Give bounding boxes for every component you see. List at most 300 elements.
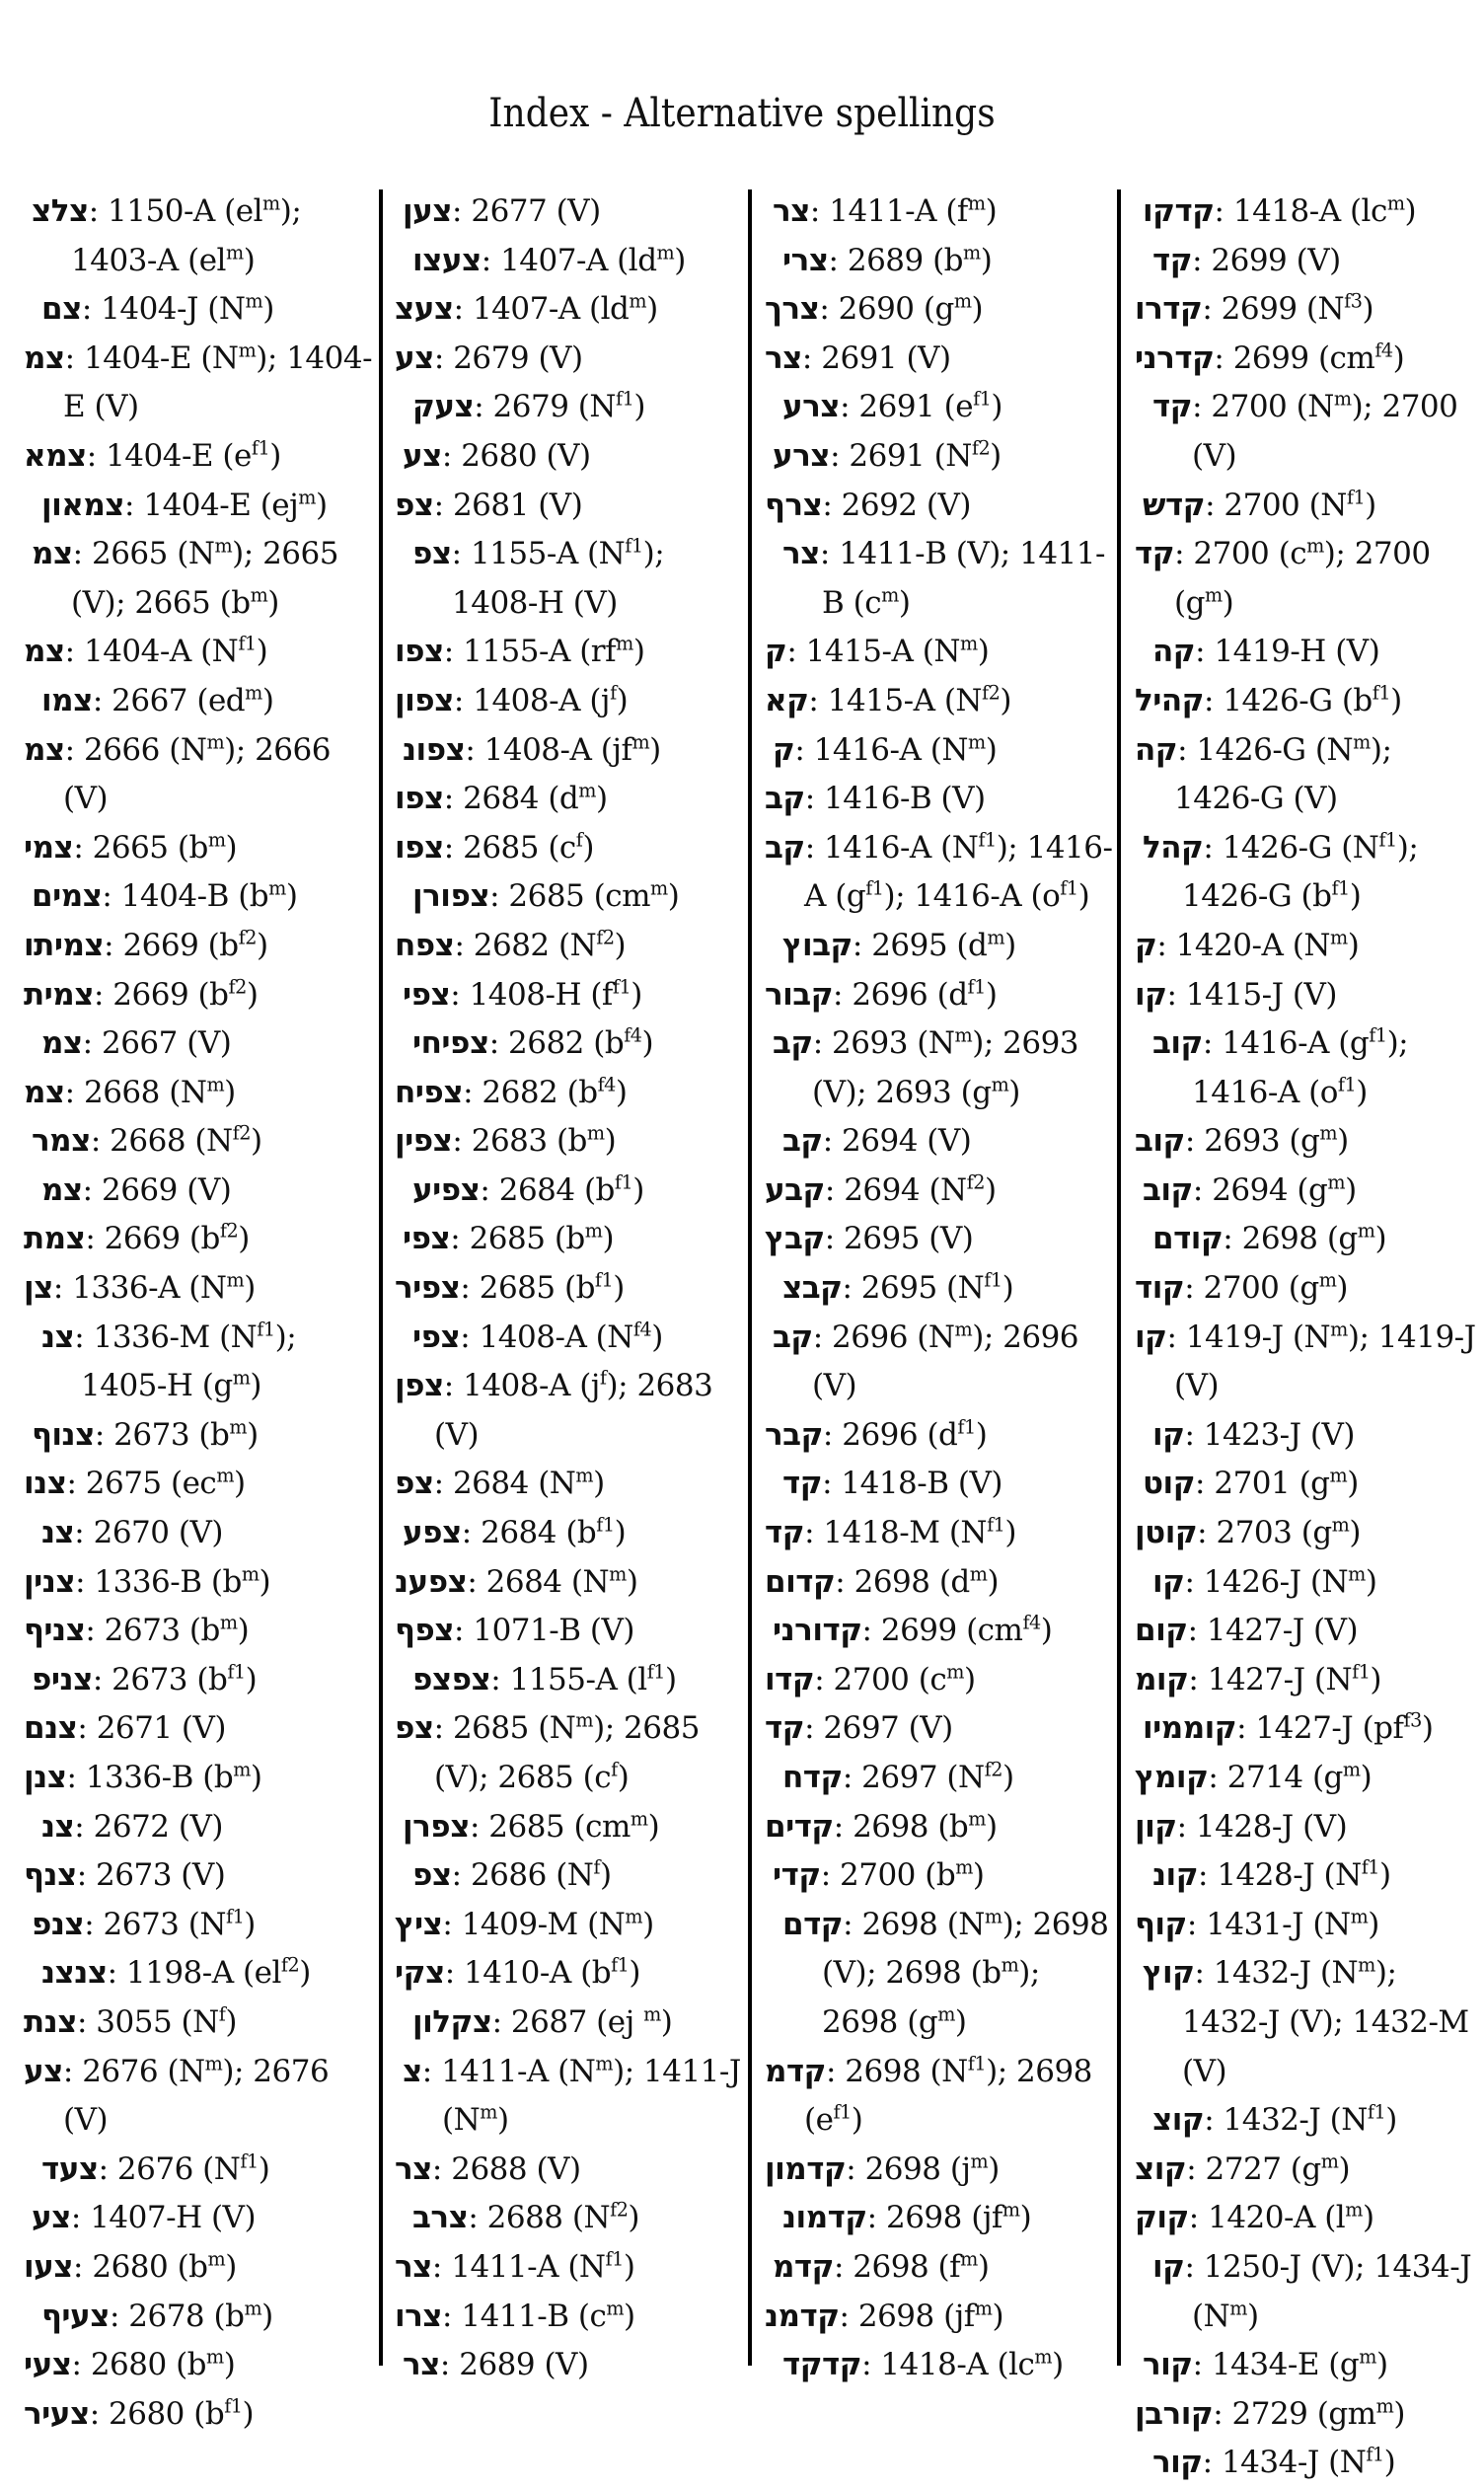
index-entry: קורבן: 2729 $(gm^m)$ <box>1135 2394 1405 2432</box>
index-entry: צמ: 2665 $(N^m)$; 2665 (V); 2665 $(b^m)$ <box>32 534 338 621</box>
index-entry: צע: 2680 (V) <box>403 437 591 474</box>
hebrew-word: קהל <box>1143 829 1204 866</box>
entry-reference: 1150-A $(el^m)$; <box>108 191 302 229</box>
hebrew-word: צפיר <box>395 1270 461 1307</box>
entry-reference: 2696 $(d^{f1})$ <box>842 1415 988 1453</box>
entry-reference: 1336-M $(N^{f1})$; <box>93 1318 297 1355</box>
entry-reference: 2698 (V); <box>822 1906 1109 1992</box>
hebrew-word: קדש <box>1143 487 1206 523</box>
hebrew-word: צפ <box>412 1857 452 1894</box>
index-entry: קו: 1415-J (V) <box>1135 976 1338 1013</box>
hebrew-word: צמ <box>41 1171 83 1208</box>
entry-reference: 1404-A $(N^{f1})$ <box>83 632 268 670</box>
entry-reference: 1419-H (V) <box>1214 634 1380 670</box>
entry-reference: 2690 $(g^m)$ <box>838 289 984 328</box>
hebrew-word: צפורן <box>412 878 490 915</box>
hebrew-word: קא <box>765 682 809 718</box>
entry-reference: 1408-A $(j^f)$ <box>473 681 629 718</box>
index-entry: קדמ: 2698 $(f^m)$ <box>773 2247 990 2285</box>
entry-reference: 2685 $(c^f)$ <box>497 1758 630 1795</box>
hebrew-word: קו <box>1152 2248 1185 2285</box>
index-entry: קבוץ: 2695 $(d^m)$ <box>782 926 1016 963</box>
entry-reference: 2695 (V) <box>844 1221 974 1257</box>
index-entry: צר: 2691 (V) <box>765 339 951 376</box>
index-entry: צמ: 2669 (V) <box>41 1171 232 1208</box>
index-entry: צפע: 2684 $(b^{f1})$ <box>403 1513 627 1551</box>
index-entry: קו: 1419-J $(N^m)$; 1419-J (V) <box>1135 1318 1476 1404</box>
hebrew-word: צמיתו <box>24 927 105 963</box>
index-entry: קבע: 2694 $(N^{f2})$ <box>765 1170 997 1208</box>
index-entry: קדום: 2698 $(d^m)$ <box>765 1562 1000 1600</box>
entry-reference: 2695 $(N^{f1})$ <box>860 1268 1014 1307</box>
entry-reference: 2683 (V) <box>434 1368 713 1453</box>
hebrew-word: קדקו <box>1143 193 1215 229</box>
hebrew-word: צמו <box>41 682 93 718</box>
index-entry: קב: 2694 (V) <box>782 1123 972 1160</box>
hebrew-word: קה <box>1152 634 1196 670</box>
page-title: Index - Alternative spellings <box>488 91 996 136</box>
entry-reference: 2694 (V) <box>842 1123 972 1160</box>
entry-reference: 1432-J $(N^m)$; <box>1213 1953 1397 1992</box>
entry-reference: 3055 $(N^f)$ <box>96 2002 237 2040</box>
index-entry: צקי: 1410-A $(b^{f1})$ <box>395 1953 640 1992</box>
entry-reference: 2700 $(N^m)$; <box>1211 387 1382 425</box>
hebrew-word: צפח <box>395 927 455 963</box>
hebrew-word: צנוף <box>32 1416 95 1453</box>
hebrew-word: קבצ <box>782 1270 843 1307</box>
entry-reference: 1416-A $(N^{f1})$; <box>824 828 1027 866</box>
hebrew-word: צפי <box>403 976 451 1013</box>
hebrew-word: צר <box>765 339 802 376</box>
hebrew-word: צמא <box>24 437 87 474</box>
index-entry: קה: 1419-H (V) <box>1152 634 1380 670</box>
index-entry: צרף: 2692 (V) <box>765 487 971 523</box>
hebrew-word: קב <box>765 829 805 866</box>
entry-reference: 2697 $(N^{f2})$ <box>861 1758 1014 1795</box>
index-entry: קדמנ: 2698 $(jf^m)$ <box>765 2297 1004 2334</box>
entry-reference: 1415-A $(N^{f2})$ <box>827 681 1011 718</box>
entry-reference: 2698 $(jf^m)$ <box>885 2198 1032 2236</box>
hebrew-word: קו <box>1135 1319 1167 1355</box>
entry-reference: 1432-M (V) <box>1182 2003 1469 2089</box>
hebrew-word: צרף <box>765 487 823 523</box>
entry-reference: 2685 $(b^{f1})$ <box>479 1268 625 1307</box>
index-entry: צניפ: 2673 $(b^{f1})$ <box>32 1660 258 1697</box>
entry-reference: 2666 $(N^m)$; <box>83 730 256 768</box>
index-entry: צפ: 2686 $(N^f)$ <box>412 1855 612 1894</box>
index-entry: צרי: 2689 $(b^m)$ <box>782 241 993 278</box>
entry-reference: 1426-G $(b^{f1})$ <box>1182 876 1362 915</box>
hebrew-word: צעיף <box>41 2298 110 2334</box>
entry-reference: 1411-A $(f^m)$ <box>829 191 998 229</box>
index-entry: צמי: 2665 $(b^m)$ <box>24 828 238 866</box>
index-entry: קד: 2700 $(N^m)$; 2700 (V) <box>1152 387 1458 474</box>
hebrew-word: צמ <box>24 731 65 768</box>
index-entry: צפף: 1071-B (V) <box>395 1613 634 1649</box>
hebrew-word: קוב <box>1143 1171 1193 1208</box>
index-entry: צפיר: 2685 $(b^{f1})$ <box>395 1268 625 1307</box>
entry-reference: 1419-J (V) <box>1174 1319 1476 1404</box>
hebrew-word: ציץ <box>395 1906 443 1942</box>
hebrew-word: ק <box>1135 927 1157 963</box>
index-entry: צפו: 2685 $(c^f)$ <box>395 828 595 866</box>
index-entry: קור: 1434-J $(N^{f1})$ <box>1152 2443 1396 2481</box>
entry-reference: 2665 $(b^m)$ <box>92 828 238 866</box>
hebrew-word: צען <box>403 193 453 229</box>
entry-reference: 1423-J (V) <box>1203 1416 1356 1453</box>
index-entry: צמ: 1404-E $(N^m)$; 1404-E (V) <box>24 339 373 425</box>
index-entry: קדם: 2698 $(N^m)$; 2698 (V); 2698 $(b^m)$; 2698 $(g^m)$ <box>782 1905 1109 2040</box>
hebrew-word: צעו <box>24 2248 74 2285</box>
index-entry: קו: 1250-J (V); 1434-J $(N^m)$ <box>1152 2248 1472 2334</box>
column-divider <box>379 189 383 2366</box>
entry-reference: 1336-B $(b^m)$ <box>85 1758 262 1795</box>
entry-reference: 2693 (V); <box>812 1025 1079 1110</box>
entry-reference: 1407-A $(ld^m)$ <box>472 289 658 328</box>
index-entry: צע: 1407-H (V) <box>32 2200 257 2236</box>
entry-reference: 2700 $(g^m)$ <box>1174 536 1431 621</box>
index-entry: צעק: 2679 $(N^{f1})$ <box>412 387 645 425</box>
entry-reference: 1408-A $(N^{f4})$ <box>479 1318 663 1355</box>
index-entry: קדורני: 2699 $(cm^{f4})$ <box>773 1611 1053 1649</box>
hebrew-word: צפי <box>412 1319 461 1355</box>
index-entry: צפענ: 2684 $(N^m)$ <box>395 1562 638 1600</box>
hebrew-word: קבוץ <box>782 927 853 963</box>
hebrew-word: קודם <box>1152 1221 1224 1257</box>
hebrew-word: צנצנ <box>41 1955 108 1992</box>
hebrew-word: קב <box>773 1025 813 1062</box>
hebrew-word: צע <box>32 2200 71 2236</box>
hebrew-word: צפ <box>395 1466 434 1502</box>
index-entry: צרע: 2691 $(N^{f2})$ <box>773 436 1002 474</box>
hebrew-word: צנ <box>41 1319 75 1355</box>
hebrew-word: קוב <box>1135 1123 1185 1160</box>
index-entry: צמים: 1404-B $(b^m)$ <box>32 876 298 915</box>
index-entry: צמ: 2667 (V) <box>41 1025 232 1062</box>
entry-reference: 1404-B $(b^m)$ <box>120 876 298 915</box>
index-entry: צמית: 2669 $(b^{f2})$ <box>24 974 259 1013</box>
hebrew-word: קוצ <box>1152 2102 1205 2139</box>
hebrew-word: קו <box>1152 1563 1185 1600</box>
entry-reference: 2697 (V) <box>823 1710 953 1747</box>
index-entry: צנ: 2670 (V) <box>41 1515 223 1551</box>
hebrew-word: צר <box>773 193 810 229</box>
entry-reference: 1426-G $(N^{f1})$; <box>1222 828 1419 866</box>
index-entry: צפ: 2681 (V) <box>395 487 583 523</box>
entry-reference: 1411-B $(c^m)$ <box>822 536 1105 621</box>
entry-reference: 2685 $(b^m)$ <box>469 1219 615 1257</box>
hebrew-word: צפי <box>403 1221 451 1257</box>
entry-reference: 1404-J $(N^m)$ <box>101 289 274 328</box>
entry-reference: 2696 (V) <box>812 1319 1079 1404</box>
entry-reference: 2700 $(b^m)$ <box>840 1855 985 1894</box>
entry-reference: 2665 (V); <box>71 536 338 621</box>
entry-reference: 1155-A $(rf^m)$ <box>463 632 645 670</box>
hebrew-word: צן <box>24 1270 53 1307</box>
entry-reference: 2676 (V) <box>63 2053 330 2139</box>
hebrew-word: קדמנ <box>765 2298 840 2334</box>
index-entry: צפיח: 2682 $(b^{f4})$ <box>395 1073 628 1110</box>
entry-reference: 2676 $(N^m)$; <box>82 2052 254 2089</box>
index-entry: צקלון: 2687 (ej $^m$) <box>412 2002 673 2040</box>
index-entry: קוב: 1416-A $(g^{f1})$; 1416-A $(o^{f1})$ <box>1152 1023 1409 1110</box>
hebrew-word: קד <box>1152 242 1193 278</box>
hebrew-word: צנ <box>41 1808 75 1845</box>
hebrew-word: צעד <box>41 2150 99 2187</box>
hebrew-word: צפיח <box>395 1074 464 1110</box>
entry-reference: 1416-A $(o^{f1})$ <box>914 876 1090 915</box>
index-entry: צמאון: 1404-E $(ej^m)$ <box>41 486 328 523</box>
entry-reference: 1428-J (V) <box>1195 1808 1348 1845</box>
entry-reference: 2669 $(b^{f2})$ <box>112 974 259 1013</box>
entry-reference: 2688 (V) <box>451 2150 581 2187</box>
hebrew-word: צפף <box>395 1613 455 1649</box>
index-entry: צנ: 1336-M $(N^{f1})$; 1405-H $(g^m)$ <box>41 1318 297 1404</box>
entry-reference: 2684 $(N^m)$ <box>485 1562 638 1600</box>
hebrew-word: צנן <box>24 1760 67 1795</box>
hebrew-word: צרע <box>782 389 841 425</box>
index-entry: קדמונ: 2698 $(jf^m)$ <box>782 2198 1032 2236</box>
entry-reference: 1428-J $(N^{f1})$ <box>1217 1855 1391 1894</box>
index-entry: קדרני: 2699 $(cm^{f4})$ <box>1135 339 1405 376</box>
entry-reference: 2699 $(N^{f3})$ <box>1221 289 1374 328</box>
index-entry: קוץ: 1432-J $(N^m)$; 1432-J (V); 1432-M (V) <box>1143 1953 1469 2089</box>
entry-reference: 1427-J (V) <box>1206 1613 1359 1649</box>
hebrew-word: צמ <box>32 536 73 572</box>
entry-reference: 1409-M $(N^m)$ <box>461 1905 654 1942</box>
entry-reference: 2700 $(c^m)$; <box>1193 534 1355 572</box>
entry-reference: 2687 (ej $^m$) <box>510 2002 673 2040</box>
entry-reference: 2684 $(d^m)$ <box>463 779 608 817</box>
entry-reference: 2667 (V) <box>101 1025 232 1062</box>
entry-reference: 2670 (V) <box>93 1515 223 1551</box>
hebrew-word: קד <box>1135 536 1175 572</box>
hebrew-word: קד <box>765 1515 805 1551</box>
entry-reference: 2684 $(N^m)$ <box>452 1464 605 1502</box>
entry-reference: 2667 $(ed^m)$ <box>111 681 274 718</box>
entry-reference: 2677 (V) <box>471 193 601 229</box>
entry-reference: 2673 $(b^m)$ <box>104 1611 250 1649</box>
index-entry: צען: 2677 (V) <box>403 193 601 229</box>
entry-reference: 1155-A $(l^{f1})$ <box>509 1660 677 1697</box>
index-entry: קומ: 1427-J $(N^{f1})$ <box>1135 1660 1382 1697</box>
hebrew-word: קון <box>1135 1808 1177 1845</box>
entry-reference: 2686 $(N^f)$ <box>470 1855 612 1894</box>
index-entry: קונ: 1428-J $(N^{f1})$ <box>1152 1855 1391 1894</box>
index-entry: קום: 1427-J (V) <box>1135 1613 1359 1649</box>
index-entry: קדקו: 1418-A $(lc^m)$ <box>1143 191 1417 229</box>
entry-reference: 1420-A $(N^m)$ <box>1175 926 1360 963</box>
entry-reference: 1427-J $(N^{f1})$ <box>1207 1660 1382 1697</box>
index-entry: קוצ: 2727 $(g^m)$ <box>1135 2149 1351 2187</box>
index-entry: קוף: 1431-J $(N^m)$ <box>1135 1905 1379 1942</box>
hebrew-word: צלצ <box>32 193 89 229</box>
entry-reference: 2698 $(N^m)$; <box>861 1905 1033 1942</box>
index-entry: קהל: 1426-G $(N^{f1})$; 1426-G $(b^{f1})$ <box>1143 828 1419 915</box>
index-column-4 <box>1135 188 1484 2488</box>
entry-reference: 2682 $(b^{f4})$ <box>508 1023 654 1062</box>
hebrew-word: קד <box>765 1710 805 1747</box>
index-entry: צעצו: 1407-A $(ld^m)$ <box>412 241 686 278</box>
index-entry: צפון: 1408-A $(j^f)$ <box>395 681 629 718</box>
hebrew-word: צנין <box>24 1563 76 1600</box>
entry-reference: 1426-G $(b^{f1})$ <box>1223 681 1402 718</box>
entry-reference: 1411-B (V); <box>839 536 1020 572</box>
entry-reference: 1408-A $(j^f)$; <box>463 1366 637 1404</box>
index-entry: קו: 1423-J (V) <box>1152 1416 1356 1453</box>
index-entry: צנצנ: 1198-A $(el^{f2})$ <box>41 1953 311 1992</box>
entry-reference: 2693 $(g^m)$ <box>875 1073 1020 1110</box>
hebrew-word: צע <box>403 437 442 474</box>
entry-reference: 2694 $(N^{f2})$ <box>844 1170 997 1208</box>
hebrew-word: צרי <box>782 242 829 278</box>
hebrew-word: קוק <box>1135 2200 1189 2236</box>
entry-reference: 2699 (V) <box>1211 242 1341 278</box>
hebrew-word: קדמון <box>765 2150 847 2187</box>
hebrew-word: צע <box>395 339 434 376</box>
index-entry: קדים: 2698 $(b^m)$ <box>765 1807 998 1845</box>
index-entry: קוצ: 1432-J $(N^{f1})$ <box>1152 2100 1397 2139</box>
index-entry: צניף: 2673 $(b^m)$ <box>24 1611 250 1649</box>
index-entry: קדי: 2700 $(b^m)$ <box>773 1855 985 1894</box>
entry-reference: 2685 $(cm^m)$ <box>508 876 680 915</box>
hebrew-word: קדמונ <box>782 2200 867 2236</box>
index-entry: צפין: 2683 $(b^m)$ <box>395 1121 617 1160</box>
entry-reference: 1416-A $(N^m)$ <box>813 730 998 768</box>
index-entry: צפ: 2685 $(N^m)$; 2685 (V); 2685 $(c^f)$ <box>395 1708 700 1795</box>
hebrew-word: קב <box>773 1319 813 1355</box>
entry-reference: 2699 $(cm^{f4})$ <box>880 1611 1053 1649</box>
entry-reference: 2698 $(f^m)$ <box>853 2247 990 2285</box>
hebrew-word: קדמ <box>773 2248 834 2285</box>
index-entry: צנ: 2672 (V) <box>41 1808 223 1845</box>
index-entry: קו: 1426-J $(N^m)$ <box>1152 1562 1377 1600</box>
index-entry: צנן: 1336-B $(b^m)$ <box>24 1758 262 1795</box>
hebrew-word: צמ <box>24 634 65 670</box>
hebrew-word: צר <box>403 2347 440 2383</box>
hebrew-word: צר <box>782 536 820 572</box>
entry-reference: 2665 $(N^m)$; <box>91 534 263 572</box>
hebrew-word: צפענ <box>395 1563 468 1600</box>
hebrew-word: קו <box>1135 976 1167 1013</box>
hebrew-word: קב <box>782 1123 823 1160</box>
entry-reference: 1411-J $(N^m)$ <box>442 2053 741 2139</box>
hebrew-word: קב <box>765 781 805 817</box>
entry-reference: 1415-A $(N^m)$ <box>805 632 990 670</box>
index-entry: ק: 1416-A $(N^m)$ <box>773 730 998 768</box>
entry-reference: 1420-A $(l^m)$ <box>1208 2198 1374 2236</box>
hebrew-word: קבר <box>765 1416 823 1453</box>
index-entry: צר: 1411-B (V); 1411-B $(c^m)$ <box>782 536 1105 621</box>
entry-reference: 1416-B (V) <box>824 781 986 817</box>
index-entry: קור: 1434-E $(g^m)$ <box>1143 2345 1388 2383</box>
entry-reference: 2699 $(cm^{f4})$ <box>1232 339 1405 376</box>
entry-reference: 2698 $(e^{f1})$ <box>804 2053 1092 2139</box>
index-entry: צמיתו: 2669 $(b^{f2})$ <box>24 926 268 963</box>
hebrew-word: קומץ <box>1135 1760 1209 1795</box>
hebrew-word: צפ <box>412 536 452 572</box>
hebrew-word: צמ <box>24 1074 65 1110</box>
hebrew-word: צ <box>403 2053 422 2089</box>
entry-reference: 1434-J $(N^{f1})$ <box>1221 2443 1396 2481</box>
entry-reference: 2668 $(N^{f2})$ <box>110 1121 262 1160</box>
hebrew-word: קוטן <box>1135 1515 1198 1551</box>
hebrew-word: קדרני <box>1135 339 1215 376</box>
index-entry: צמו: 2667 $(ed^m)$ <box>41 681 274 718</box>
index-entry: קד: 2699 (V) <box>1152 242 1341 278</box>
entry-reference: 1418-B (V) <box>841 1466 1002 1502</box>
entry-reference: 1416-A $(g^{f1})$; <box>804 829 1113 915</box>
hebrew-word: צנפ <box>32 1906 85 1942</box>
index-entry: צפן: 1408-A $(j^f)$; 2683 (V) <box>395 1366 713 1453</box>
entry-reference: 2685 $(c^f)$ <box>463 828 595 866</box>
entry-reference: 2701 $(g^m)$ <box>1214 1464 1359 1502</box>
index-entry: ציץ: 1409-M $(N^m)$ <box>395 1905 654 1942</box>
entry-reference: 1419-J $(N^m)$; <box>1185 1318 1378 1355</box>
entry-reference: 1198-A $(el^{f2})$ <box>125 1953 311 1992</box>
entry-reference: 2698 $(N^{f1})$; <box>845 2052 1016 2089</box>
entry-reference: 2673 $(N^{f1})$ <box>103 1905 256 1942</box>
hebrew-word: קדם <box>782 1906 844 1942</box>
hebrew-word: צעצו <box>412 242 482 278</box>
entry-reference: 1432-J $(N^{f1})$ <box>1223 2100 1397 2139</box>
index-entry: צר: 2688 (V) <box>395 2150 581 2187</box>
entry-reference: 2696 $(N^m)$; <box>832 1318 1003 1355</box>
index-entry: קב: 2696 $(N^m)$; 2696 (V) <box>773 1318 1079 1404</box>
index-entry: צמר: 2668 $(N^{f2})$ <box>32 1121 262 1160</box>
entry-reference: 2714 $(g^m)$ <box>1226 1758 1373 1795</box>
hebrew-word: קדמ <box>765 2053 826 2089</box>
entry-reference: 2679 (V) <box>453 339 583 376</box>
entry-reference: 1426-J $(N^m)$ <box>1203 1562 1377 1600</box>
hebrew-word: צרב <box>412 2200 469 2236</box>
entry-reference: 2698 $(jf^m)$ <box>857 2297 1004 2334</box>
entry-reference: 2680 $(b^m)$ <box>92 2247 237 2285</box>
entry-reference: 1411-A $(N^m)$; <box>441 2052 644 2089</box>
entry-reference: 1418-M $(N^{f1})$ <box>823 1513 1016 1551</box>
entry-reference: 2698 $(d^m)$ <box>853 1562 1000 1600</box>
index-entry: צפרן: 2685 $(cm^m)$ <box>403 1807 660 1845</box>
hebrew-word: צרו <box>395 2298 443 2334</box>
column-divider <box>748 189 752 2366</box>
entry-reference: 1434-J $(N^m)$ <box>1192 2248 1472 2334</box>
index-column-3 <box>765 188 1115 2390</box>
hebrew-word: קוממיו <box>1143 1710 1237 1747</box>
index-entry: קה: 1426-G $(N^m)$; 1426-G (V) <box>1135 730 1392 817</box>
hebrew-word: צעי <box>24 2347 72 2383</box>
entry-reference: 2679 $(N^{f1})$ <box>492 387 645 425</box>
hebrew-word: קדקד <box>782 2347 862 2383</box>
entry-reference: 1418-A $(lc^m)$ <box>880 2345 1064 2383</box>
hebrew-word: קוב <box>1152 1025 1203 1062</box>
entry-reference: 2700 $(g^m)$ <box>1203 1268 1349 1307</box>
entry-reference: 2700 (V) <box>1192 389 1458 474</box>
entry-reference: 1427-J $(pf^{f3})$ <box>1255 1708 1434 1747</box>
index-entry: צפי: 1408-H $(f^{f1})$ <box>403 974 642 1013</box>
entry-reference: 2680 $(b^{f1})$ <box>109 2394 255 2432</box>
entry-reference: 1405-H $(g^m)$ <box>81 1366 262 1404</box>
entry-reference: 2669 $(b^{f2})$ <box>122 926 268 963</box>
entry-reference: 1410-A $(b^{f1})$ <box>464 1953 640 1992</box>
hebrew-word: קד <box>1152 389 1193 425</box>
hebrew-word: קדו <box>765 1661 815 1697</box>
index-entry: צע: 2676 $(N^m)$; 2676 (V) <box>24 2052 330 2139</box>
hebrew-word: קדרו <box>1135 291 1203 328</box>
entry-reference: 2676 $(N^{f1})$ <box>116 2149 270 2187</box>
entry-reference: 2691 $(e^{f1})$ <box>858 387 1002 425</box>
entry-reference: 2698 $(b^m)$ <box>853 1807 998 1845</box>
index-entry: צנת: 3055 $(N^f)$ <box>24 2002 237 2040</box>
